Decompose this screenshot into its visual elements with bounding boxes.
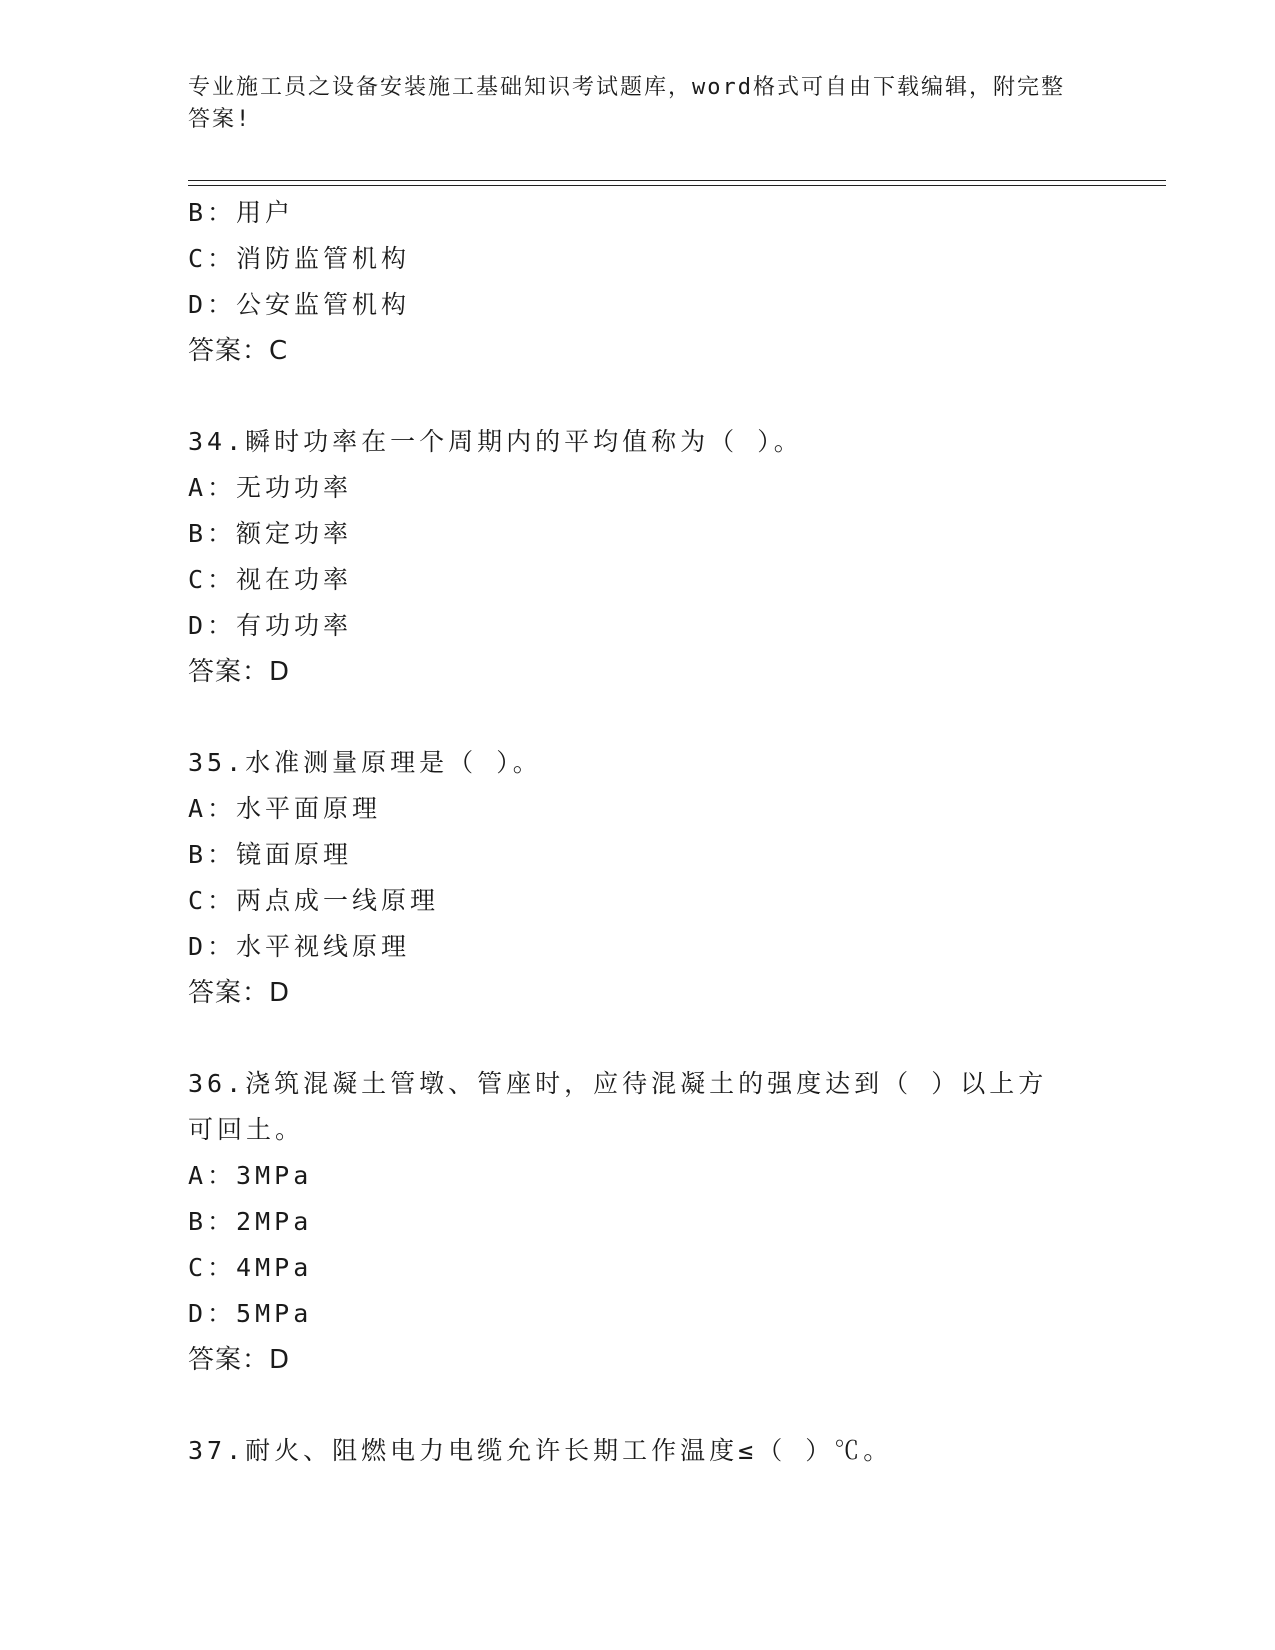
answer: 答案：D (188, 657, 291, 687)
option-c: C：两点成一线原理 (188, 886, 440, 915)
question-35: 35.水准测量原理是（ ）。 (188, 748, 542, 777)
question-list (188, 190, 1088, 1474)
option-b: B：镜面原理 (188, 840, 353, 869)
option-a: A：3MPa (188, 1161, 313, 1190)
option-c: C：4MPa (188, 1253, 313, 1282)
option-c: C：消防监管机构 (188, 244, 411, 273)
answer: 答案：D (188, 1345, 291, 1375)
option-b: B：额定功率 (188, 519, 353, 548)
question-34: 34.瞬时功率在一个周期内的平均值称为（ ）。 (188, 427, 803, 456)
option-c: C：视在功率 (188, 565, 353, 594)
option-b: B：2MPa (188, 1207, 313, 1236)
spacer (188, 1383, 1088, 1428)
spacer (188, 1016, 1088, 1061)
spacer (188, 374, 1088, 419)
answer: 答案：C (188, 336, 289, 366)
page-header: 专业施工员之设备安装施工基础知识考试题库，word格式可自由下载编辑，附完整答案! (188, 75, 1065, 132)
option-d: D：水平视线原理 (188, 932, 411, 961)
option-a: A：水平面原理 (188, 794, 382, 823)
option-b: B：用户 (188, 198, 295, 227)
option-d: D：5MPa (188, 1299, 313, 1328)
spacer (188, 695, 1088, 740)
header-divider-second (188, 185, 1166, 186)
option-a: A：无功功率 (188, 473, 353, 502)
question-37: 37.耐火、阻燃电力电缆允许长期工作温度≤（ ）℃。 (188, 1436, 893, 1465)
question-36: 36.浇筑混凝土管墩、管座时，应待混凝土的强度达到（ ）以上方可回土。 (188, 1069, 1048, 1144)
option-d: D：公安监管机构 (188, 290, 411, 319)
option-d: D：有功功率 (188, 611, 353, 640)
header-divider (188, 180, 1166, 181)
answer: 答案：D (188, 978, 291, 1008)
